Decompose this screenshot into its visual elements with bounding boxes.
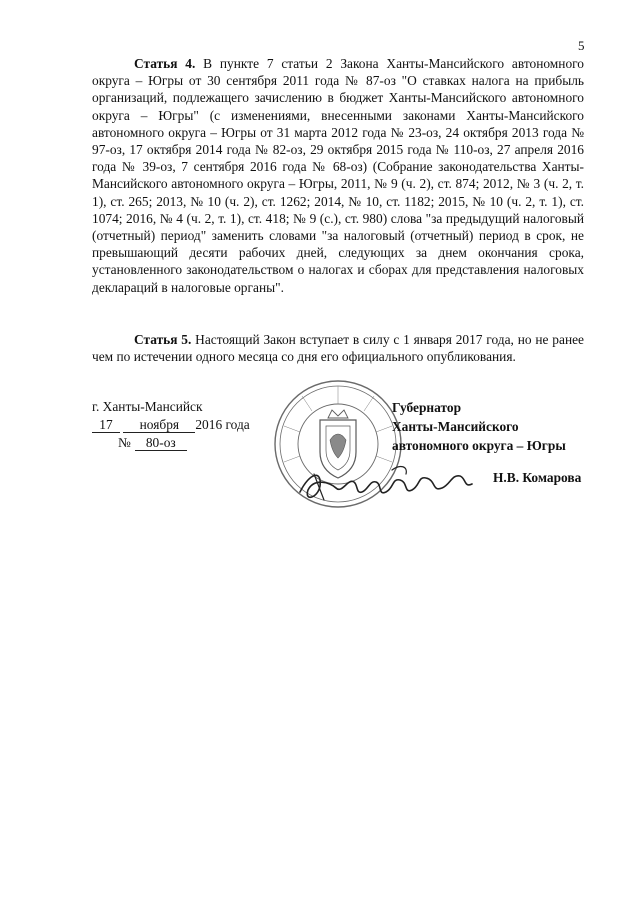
article-5-text: Настоящий Закон вступает в силу с 1 января 2017 года, но не ранее чем по истечении одного месяца со дня его официального опубликования. [92, 332, 584, 365]
signing-date [92, 416, 272, 434]
article-4-label: Статья 4. [134, 56, 196, 71]
governor-title-line-3: автономного округа – Югры [392, 438, 566, 453]
governor-title [392, 398, 566, 455]
article-4-text: В пункте 7 статьи 2 Закона Ханты-Мансийского автономного округа – Югры от 30 сентября 2011 года № 87-оз "О ставках налога на прибыль организаций, подлежащего зачислению в бюджет Ханты-Мансийского автономного округа – Югры" (с изменениями, внесенными законами Ханты-Мансийского автономного округа – Югры от 31 марта 2012 года № 23-оз, 24 октября 2013 года № 97-оз, 17 октября 2014 года № 82-оз, 29 октября 2015 года № 110-оз, 27 апреля 2016 года № 39-оз, 7 сентября 2016 года № 68-оз) (Собрание законодательства Ханты-Мансийского автономного округа – Югры, 2011, № 9 (ч. 2), ст. 874; 2012, № 3 (ч. 2, т. 1), ст. 265; 2013, № 10 (ч. 2), ст. 1262; 2014, № 10, ст. 1182; 2015, № 10 (ч. 2, т. 1), ст. 1074; 2016, № 4 (ч. 2, т. 1), ст. 418; № 9 (с.), ст. 980) слова "за предыдущий налоговый (отчетный) период" заменить словами "за налоговый (отчетный) период в срок, не превышающий десяти рабочих дней, следующих за днем окончания срока, установленного законодательством о налогах и сборах для представления налоговых деклараций в налоговые органы". [92, 56, 584, 295]
signing-day: 17 [92, 417, 120, 433]
signing-year: 2016 года [195, 417, 250, 432]
signing-block [92, 398, 272, 452]
law-number: 80-оз [135, 435, 187, 451]
governor-title-line-2: Ханты-Мансийского [392, 419, 519, 434]
article-4 [92, 55, 584, 296]
page-number: 5 [578, 38, 585, 53]
signing-month: ноября [123, 417, 195, 433]
article-5 [92, 331, 584, 365]
article-5-label: Статья 5. [134, 332, 192, 347]
governor-name: Н.В. Комарова [493, 470, 582, 485]
signing-number-line [92, 434, 272, 452]
handwritten-signature [296, 452, 476, 512]
governor-title-line-1: Губернатор [392, 400, 462, 415]
number-prefix: № [118, 435, 131, 450]
signing-place: г. Ханты-Мансийск [92, 399, 203, 414]
